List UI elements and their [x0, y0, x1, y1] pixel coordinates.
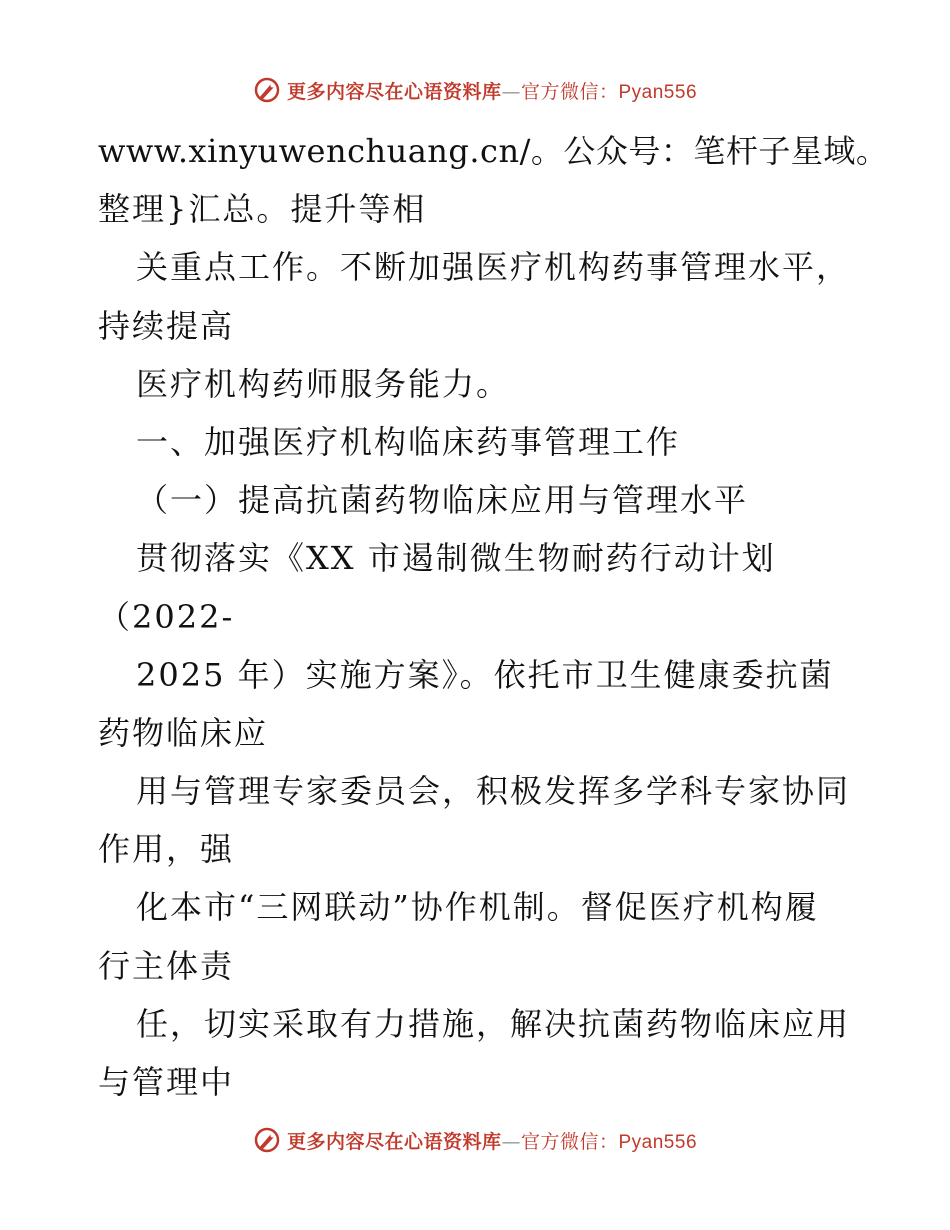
- text-line: 行主体责: [98, 946, 235, 985]
- watermark-wechat-id: Pyan556: [618, 81, 698, 103]
- watermark-main: 更多内容尽在心语资料库: [286, 1130, 502, 1153]
- watermark-text: [287, 77, 697, 104]
- text-line: （2022-: [98, 597, 235, 636]
- text-line: 医疗机构药师服务能力。: [136, 364, 511, 403]
- footer-watermark-banner: [0, 1120, 950, 1160]
- pen-nib-logo-icon: [253, 1126, 281, 1154]
- subsection-heading: （一）提高抗菌药物临床应用与管理水平: [136, 481, 749, 520]
- text-line: 化本市“三网联动”协作机制。督促医疗机构履: [136, 888, 819, 927]
- watermark-wechat-id: Pyan556: [618, 1131, 698, 1153]
- header-watermark-banner: [0, 70, 950, 110]
- text-line: 与管理中: [98, 1063, 235, 1101]
- pen-nib-logo-icon: [253, 76, 281, 104]
- watermark-wechat-label: 官方微信：: [520, 1130, 619, 1153]
- watermark-text: [287, 1127, 697, 1154]
- watermark-separator: —: [501, 1130, 521, 1153]
- text-line: 任，切实采取有力措施，解决抗菌药物临床应用: [136, 1004, 851, 1043]
- text-line: www.xinyuwenchuang.cn/。公众号：笔杆子星域。: [98, 132, 889, 170]
- text-line: 药物临床应: [98, 713, 269, 752]
- text-line: 用与管理专家委员会，积极发挥多学科专家协同: [136, 772, 851, 811]
- text-line: 贯彻落实《XX 市遏制微生物耐药行动计划: [136, 539, 776, 578]
- text-line: 关重点工作。不断加强医疗机构药事管理水平，: [136, 248, 851, 287]
- watermark-main: 更多内容尽在心语资料库: [286, 80, 502, 103]
- section-heading: 一、加强医疗机构临床药事管理工作: [136, 422, 681, 461]
- watermark-wechat-label: 官方微信：: [520, 80, 619, 103]
- text-line: 整理}汇总。提升等相: [98, 190, 427, 229]
- text-line: 作用，强: [98, 830, 235, 869]
- text-line: 2025 年）实施方案》。依托市卫生健康委抗菌: [136, 655, 834, 694]
- watermark-separator: —: [501, 80, 521, 103]
- text-line: 持续提高: [98, 306, 235, 345]
- document-body: [98, 122, 898, 1111]
